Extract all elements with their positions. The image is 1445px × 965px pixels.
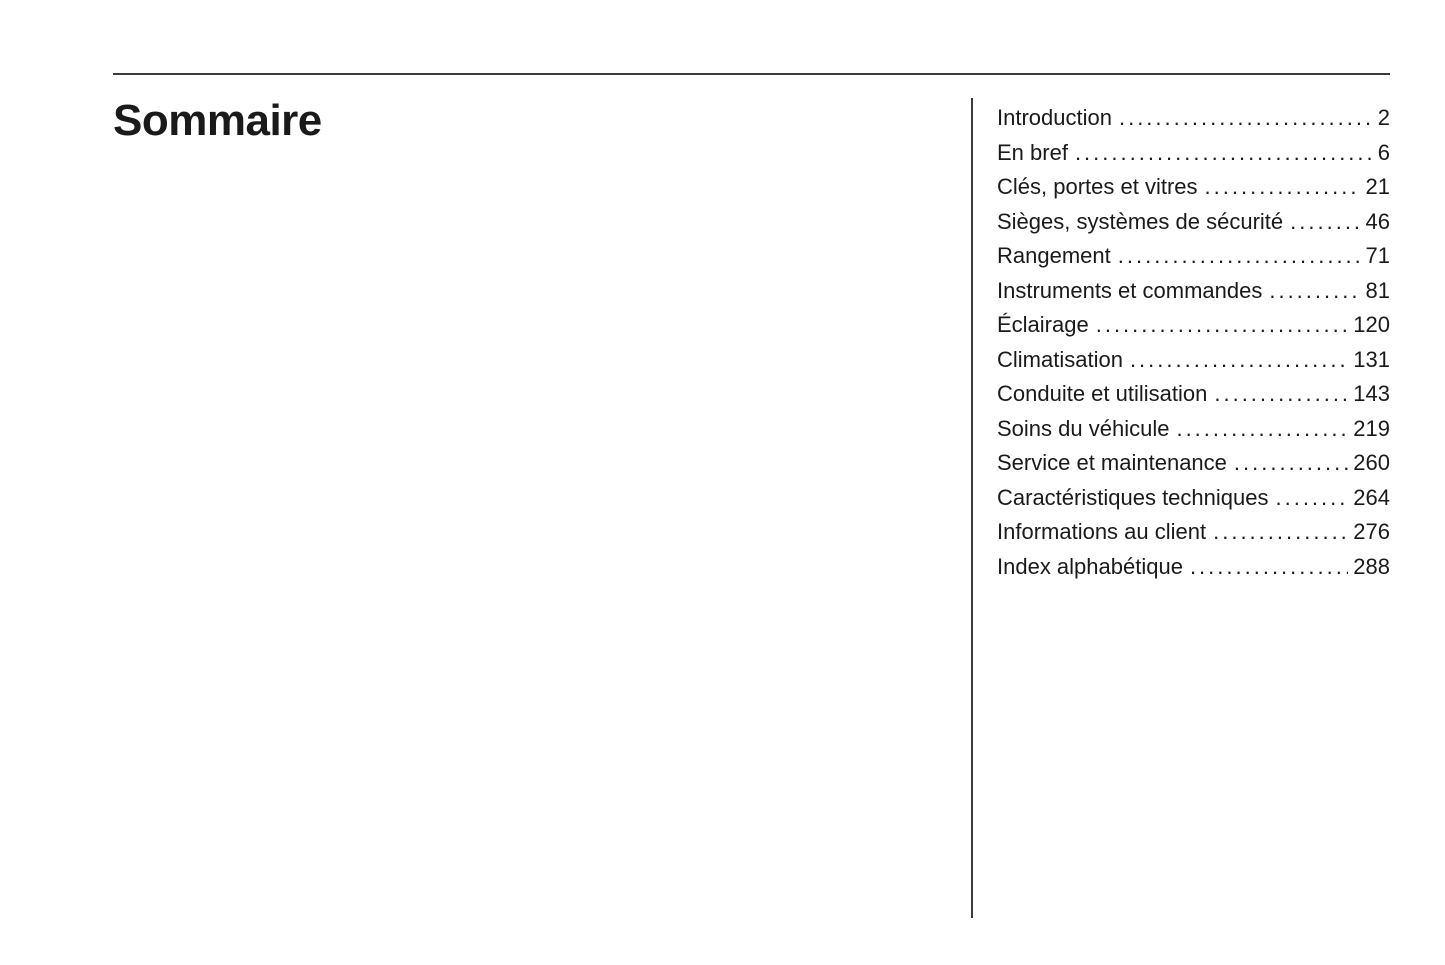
toc-leader-dots [1290, 205, 1360, 240]
toc-leader-dots [1275, 481, 1348, 516]
toc-entry-page-number: 2 [1377, 105, 1390, 130]
toc-entry[interactable] [997, 308, 1390, 343]
toc-entry-label: Soins du véhicule [997, 415, 1170, 441]
toc-leader-dots [1118, 239, 1361, 274]
toc-entry-label: Index alphabétique [997, 553, 1183, 579]
page-title: Sommaire [113, 96, 322, 145]
toc-entry[interactable] [997, 239, 1390, 274]
toc-leader-dots [1130, 343, 1348, 378]
toc-entry-label: Rangement [997, 243, 1111, 268]
toc-entry-label: Introduction [997, 105, 1112, 130]
toc-entry[interactable] [997, 481, 1390, 516]
toc-leader-dots [1190, 550, 1348, 585]
toc-entry[interactable] [997, 343, 1390, 378]
toc-entry-label: Caractéristiques techniques [997, 484, 1269, 510]
toc-entry[interactable] [997, 170, 1390, 205]
toc-entry-page-number: 288 [1353, 553, 1390, 579]
toc-entry-label: Conduite et utilisation [997, 381, 1208, 406]
toc-leader-dots [1213, 515, 1348, 550]
toc-entry[interactable] [997, 550, 1390, 585]
toc-leader-dots [1176, 412, 1348, 447]
toc-entry[interactable] [997, 136, 1390, 171]
toc-entry-page-number: 46 [1365, 208, 1390, 234]
toc-entry-page-number: 6 [1377, 139, 1390, 165]
toc-entry-label: Climatisation [997, 346, 1123, 372]
toc-entry-page-number: 131 [1353, 346, 1390, 372]
toc-entry-page-number: 219 [1353, 415, 1390, 441]
toc-entry-page-number: 143 [1353, 381, 1390, 406]
toc-leader-dots [1075, 136, 1373, 171]
toc-entry[interactable] [997, 515, 1390, 550]
top-divider-rule [113, 73, 1390, 75]
toc-entry-page-number: 120 [1353, 312, 1390, 337]
toc-entry-page-number: 21 [1365, 174, 1390, 199]
toc-entry-label: Service et maintenance [997, 450, 1227, 475]
table-of-contents [997, 101, 1390, 584]
toc-entry-label: Éclairage [997, 312, 1089, 337]
toc-entry-label: Instruments et commandes [997, 277, 1263, 303]
toc-entry-page-number: 71 [1365, 243, 1390, 268]
toc-entry[interactable] [997, 205, 1390, 240]
toc-leader-dots [1119, 101, 1373, 136]
toc-entry-page-number: 276 [1353, 519, 1390, 544]
column-divider-rule [971, 98, 973, 918]
toc-leader-dots [1234, 446, 1348, 481]
toc-leader-dots [1096, 308, 1349, 343]
toc-leader-dots [1205, 170, 1361, 205]
toc-leader-dots [1269, 274, 1360, 309]
toc-entry-label: Clés, portes et vitres [997, 174, 1198, 199]
toc-entry[interactable] [997, 101, 1390, 136]
toc-entry[interactable] [997, 412, 1390, 447]
toc-entry-label: Sièges, systèmes de sécurité [997, 208, 1284, 234]
toc-entry[interactable] [997, 274, 1390, 309]
toc-entry-label: En bref [997, 139, 1068, 165]
toc-entry[interactable] [997, 377, 1390, 412]
toc-entry-label: Informations au client [997, 519, 1207, 544]
toc-leader-dots [1214, 377, 1348, 412]
toc-entry[interactable] [997, 446, 1390, 481]
toc-entry-page-number: 264 [1353, 484, 1390, 510]
toc-entry-page-number: 260 [1353, 450, 1390, 475]
toc-entry-page-number: 81 [1365, 277, 1390, 303]
